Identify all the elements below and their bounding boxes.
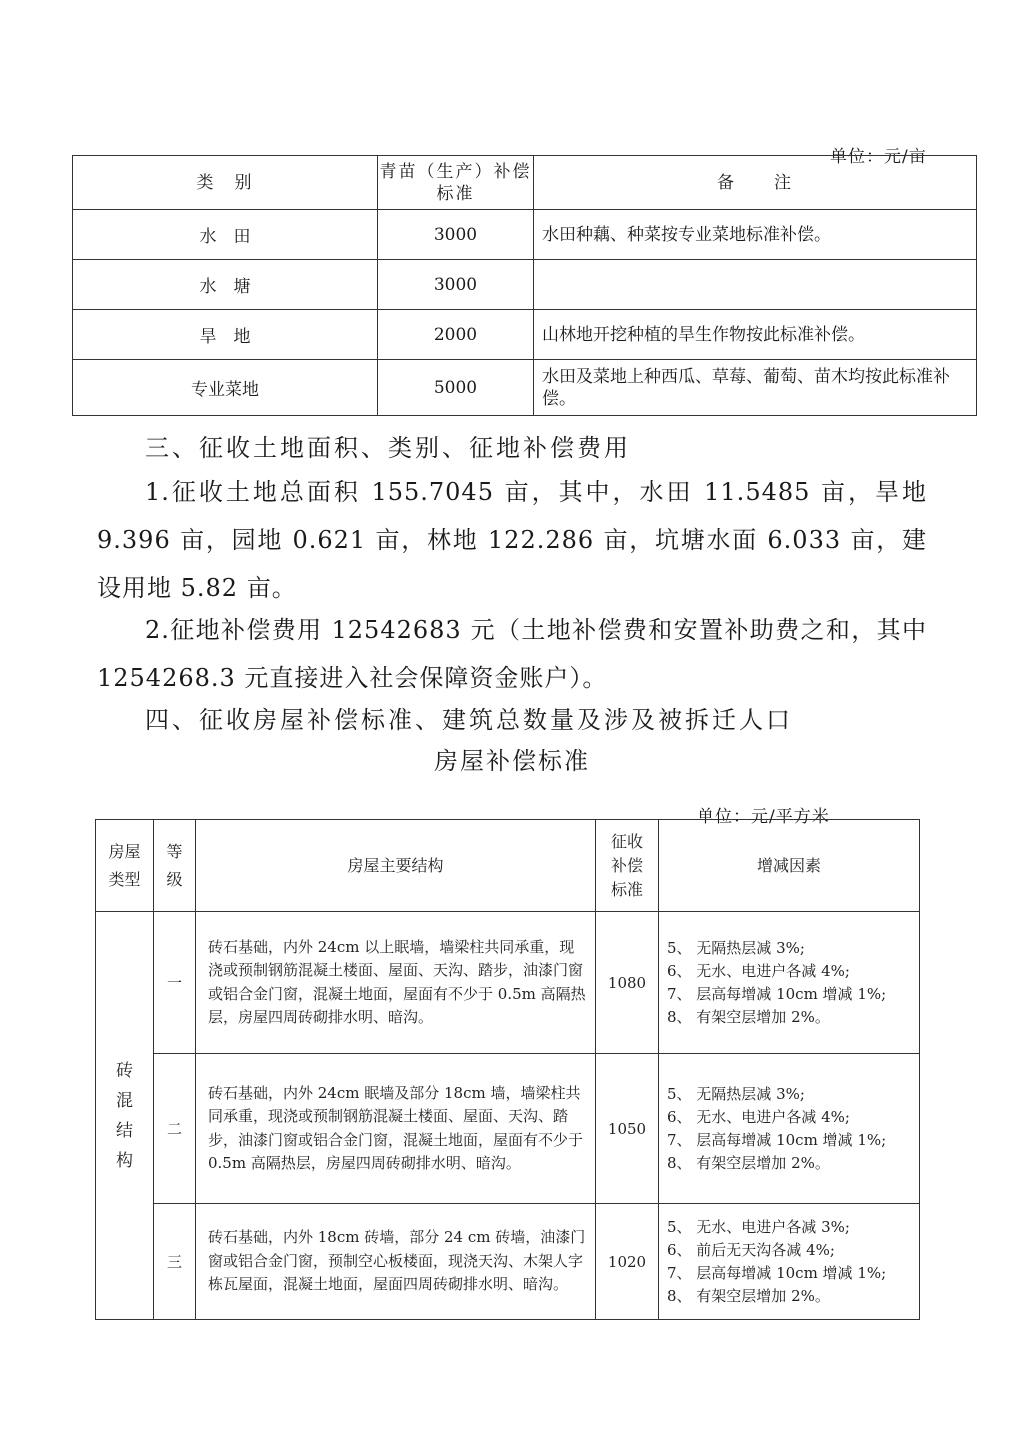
house-table-unit: 单位：元/平方米	[697, 807, 830, 827]
structure-cell: 砖石基础，内外 18cm 砖墙，部分 24 cm 砖墙，油漆门窗或铝合金门窗，预制空心板楼面，现浇天沟、木架人字栋瓦屋面，混凝土地面，屋面四周砖砌排水明、暗沟。	[196, 1204, 596, 1320]
header-grade	[154, 820, 196, 912]
table-row	[96, 912, 920, 1054]
factor-item: 7、 层高每增减 10cm 增减 1%;	[667, 984, 887, 1003]
table-header-row	[73, 156, 977, 210]
header-remark: 备 注	[534, 156, 977, 210]
factor-item: 6、 无水、电进户各减 4%;	[667, 1107, 850, 1126]
row-remark: 水田种藕、种菜按专业菜地标准补偿。	[534, 210, 977, 260]
header-grade-text: 等级	[166, 841, 183, 889]
factor-item: 6、 无水、电进户各减 4%;	[667, 961, 850, 980]
factor-item: 8、 有架空层增加 2%。	[667, 1286, 830, 1305]
price-cell: 1080	[596, 912, 659, 1054]
house-table-title: 房屋补偿标准	[434, 747, 590, 775]
row-standard: 2000	[378, 310, 534, 360]
header-factors: 增减因素	[659, 820, 920, 912]
row-standard: 3000	[378, 260, 534, 310]
grade-cell: 二	[154, 1054, 196, 1204]
table-row	[73, 260, 977, 310]
header-standard: 青苗（生产）补偿标准	[378, 156, 534, 210]
factor-item: 7、 层高每增减 10cm 增减 1%;	[667, 1263, 887, 1282]
table-row	[73, 310, 977, 360]
factor-item: 8、 有架空层增加 2%。	[667, 1153, 830, 1172]
row-type: 旱 地	[73, 310, 378, 360]
table-header-row	[96, 820, 920, 912]
house-compensation-table	[95, 819, 920, 1320]
row-standard: 3000	[378, 210, 534, 260]
grade-cell: 三	[154, 1204, 196, 1320]
header-price-text: 征收补偿标准	[610, 831, 643, 899]
factor-item: 8、 有架空层增加 2%。	[667, 1007, 830, 1026]
table-row	[73, 360, 977, 416]
row-remark: 水田及菜地上种西瓜、草莓、葡萄、苗木均按此标准补偿。	[534, 360, 977, 416]
section-3-heading: 三、征收土地面积、类别、征地补偿费用	[145, 434, 631, 462]
grade-cell: 一	[154, 912, 196, 1054]
row-standard: 5000	[378, 360, 534, 416]
header-house-type-text: 房屋类型	[108, 841, 141, 889]
crop-compensation-table	[72, 155, 977, 416]
row-type: 专业菜地	[73, 360, 378, 416]
land-area-paragraph: 1.征收土地总面积 155.7045 亩，其中，水田 11.5485 亩，旱地 9.396 亩，园地 0.621 亩，林地 122.286 亩，坑塘水面 6.033 亩，建设用地 5.82 亩。	[97, 478, 927, 602]
table-row	[73, 210, 977, 260]
price-cell: 1050	[596, 1054, 659, 1204]
factor-item: 5、 无隔热层减 3%;	[667, 938, 805, 957]
factors-cell	[659, 912, 920, 1054]
section-4-heading: 四、征收房屋补偿标准、建筑总数量及涉及被拆迁人口	[145, 706, 793, 734]
header-structure: 房屋主要结构	[196, 820, 596, 912]
compensation-fee-paragraph: 2.征地补偿费用 12542683 元（土地补偿费和安置补助费之和，其中 1254268.3 元直接进入社会保障资金账户）。	[97, 616, 927, 692]
header-price	[596, 820, 659, 912]
row-remark: 山林地开挖种植的旱生作物按此标准补偿。	[534, 310, 977, 360]
factor-item: 6、 前后无天沟各减 4%;	[667, 1240, 835, 1259]
header-house-type	[96, 820, 154, 912]
row-remark	[534, 260, 977, 310]
row-type: 水 田	[73, 210, 378, 260]
row-type: 水 塘	[73, 260, 378, 310]
table-row	[96, 1054, 920, 1204]
house-type-text: 砖混结构	[116, 1060, 133, 1171]
factor-item: 5、 无水、电进户各减 3%;	[667, 1217, 850, 1236]
factors-cell	[659, 1054, 920, 1204]
factors-cell	[659, 1204, 920, 1320]
factor-item: 7、 层高每增减 10cm 增减 1%;	[667, 1130, 887, 1149]
structure-cell: 砖石基础，内外 24cm 眠墙及部分 18cm 墙，墙梁柱共同承重，现浇或预制钢筋混凝土楼面、屋面、天沟、踏步，油漆门窗或铝合金门窗，混凝土地面，屋面有不少于 0.5m 高隔热层，房屋四周砖砌排水明、暗沟。	[196, 1054, 596, 1204]
structure-cell: 砖石基础，内外 24cm 以上眠墙，墙梁柱共同承重，现浇或预制钢筋混凝土楼面、屋面、天沟、踏步，油漆门窗或铝合金门窗，混凝土地面，屋面有不少于 0.5m 高隔热层，房屋四周砖砌排水明、暗沟。	[196, 912, 596, 1054]
table-row	[96, 1204, 920, 1320]
crop-table-unit: 单位：元/亩	[830, 147, 927, 167]
factor-item: 5、 无隔热层减 3%;	[667, 1084, 805, 1103]
header-type: 类 别	[73, 156, 378, 210]
price-cell: 1020	[596, 1204, 659, 1320]
house-type-cell	[96, 912, 154, 1320]
